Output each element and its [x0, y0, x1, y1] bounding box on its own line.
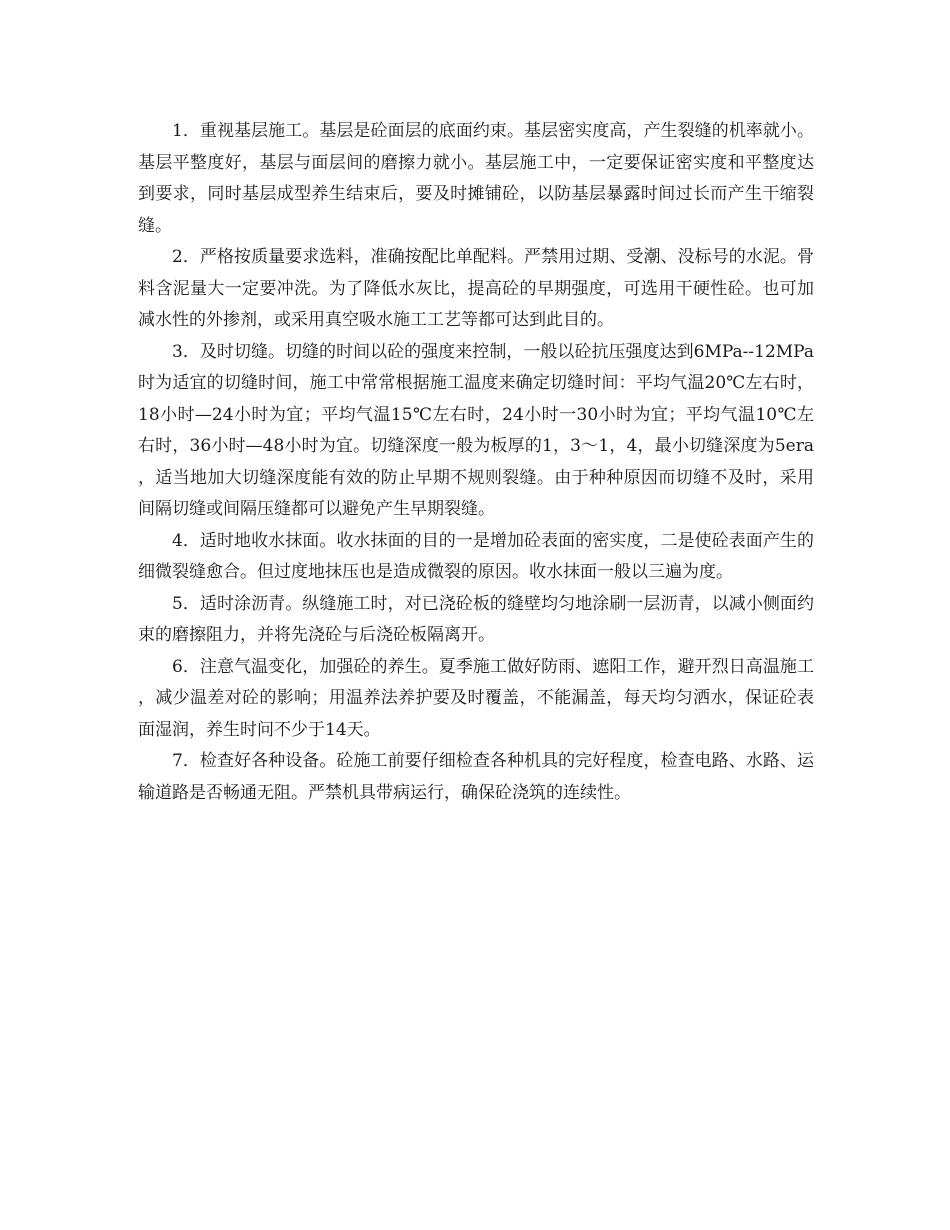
paragraph-4: 4．适时地收水抹面。收水抹面的目的一是增加砼表面的密实度，二是使砼表面产生的细微裂缝愈合。但过度地抹压也是造成微裂的原因。收水抹面一般以三遍为度。 [138, 530, 814, 582]
paragraph-5: 5．适时涂沥青。纵缝施工时，对已浇砼板的缝壁均匀地涂刷一层沥青，以减小侧面约束的磨擦阻力，并将先浇砼与后浇砼板隔离开。 [138, 593, 814, 645]
paragraph-1: 1．重视基层施工。基层是砼面层的底面约束。基层密实度高，产生裂缝的机率就小。基层平整度好，基层与面层间的磨擦力就小。基层施工中，一定要保证密实度和平整度达到要求，同时基层成型养生结束后，要及时摊铺砼，以防基层暴露时间过长而产生干缩裂缝。 [138, 121, 814, 236]
paragraph-7: 7．检查好各种设备。砼施工前要仔细检查各种机具的完好程度，检查电路、水路、运输道路是否畅通无阻。严禁机具带病运行，确保砼浇筑的连续性。 [138, 751, 814, 803]
paragraph-3: 3．及时切缝。切缝的时间以砼的强度来控制，一般以砼抗压强度达到6MPa--12MPa时为适宜的切缝时间，施工中常常根据施工温度来确定切缝时间：平均气温20℃左右时，18小时—24小时为宜；平均气温15℃左右时，24小时一30小时为宜；平均气温10℃左右时，36小时—48小时为宜。切缝深度一般为板厚的1，3～1，4，最小切缝深度为5era，适当地加大切缝深度能有效的防止早期不规则裂缝。由于种种原因而切缝不及时，采用间隔切缝或间隔压缝都可以避免产生早期裂缝。 [138, 341, 814, 519]
paragraph-2: 2．严格按质量要求选料，准确按配比单配料。严禁用过期、受潮、没标号的水泥。骨料含泥量大一定要冲洗。为了降低水灰比，提高砼的早期强度，可选用干硬性砼。也可加减水性的外掺剂，或采用真空吸水施工工艺等都可达到此目的。 [138, 247, 814, 330]
paragraph-6: 6．注意气温变化，加强砼的养生。夏季施工做好防雨、遮阳工作，避开烈日高温施工，减少温差对砼的影响；用温养法养护要及时覆盖，不能漏盖，每天均匀洒水，保证砼表面湿润，养生时问不少于14天。 [138, 656, 814, 740]
document-body [138, 116, 814, 809]
